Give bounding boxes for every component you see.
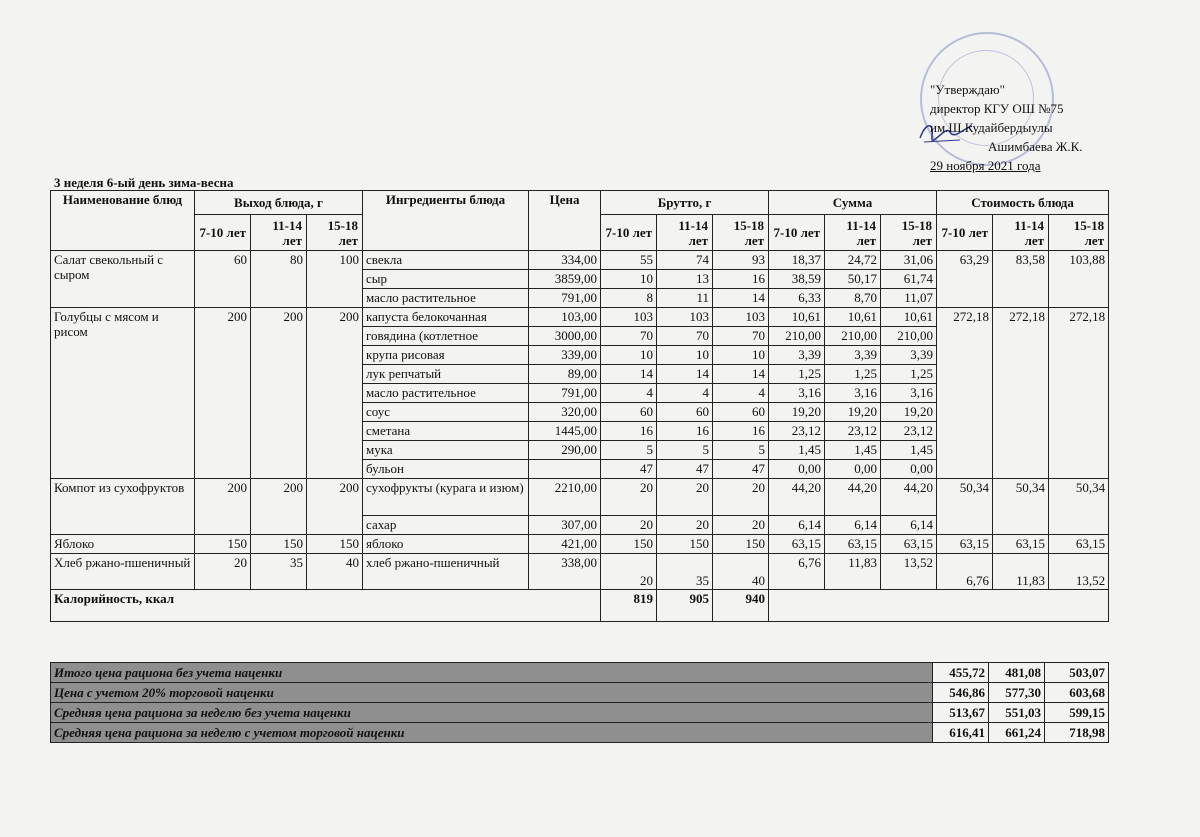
ingredient-sum: 3,39 [825,346,881,365]
table-row [51,535,1109,554]
ingredient-price: 338,00 [529,554,601,590]
header-age: 15-18 лет [307,215,363,251]
header-age: 11-14 лет [993,215,1049,251]
summary-body [51,663,1109,743]
ingredient-sum: 1,25 [881,365,937,384]
ingredient-brutto: 20 [657,516,713,535]
ingredient-brutto: 150 [657,535,713,554]
ingredient-name: соус [363,403,529,422]
dish-output: 100 [307,251,363,308]
ingredient-brutto: 47 [601,460,657,479]
dish-name: Яблоко [51,535,195,554]
ingredient-price: 1445,00 [529,422,601,441]
dish-cost: 272,18 [937,308,993,479]
ingredient-brutto: 20 [713,479,769,516]
ingredient-sum: 8,70 [825,289,881,308]
ingredient-brutto: 16 [713,422,769,441]
calories-value: 905 [657,590,713,622]
ingredient-name: лук репчатый [363,365,529,384]
ingredient-sum: 63,15 [825,535,881,554]
ingredient-brutto: 20 [713,516,769,535]
dish-output: 150 [307,535,363,554]
ingredient-brutto: 60 [657,403,713,422]
ingredient-sum: 10,61 [769,308,825,327]
dish-cost: 103,88 [1049,251,1109,308]
dish-name: Хлеб ржано-пшеничный [51,554,195,590]
ingredient-sum: 0,00 [769,460,825,479]
ingredient-price: 290,00 [529,441,601,460]
calories-value: 819 [601,590,657,622]
dish-output: 200 [251,308,307,479]
summary-table [50,662,1109,743]
menu-body [51,251,1109,590]
ingredient-brutto: 20 [601,516,657,535]
dish-cost: 63,15 [1049,535,1109,554]
ingredient-sum: 3,16 [881,384,937,403]
header-age: 11-14 лет [657,215,713,251]
header-age: 11-14 лет [825,215,881,251]
ingredient-sum: 0,00 [881,460,937,479]
table-row [51,308,1109,327]
ingredient-sum: 6,14 [769,516,825,535]
ingredient-sum: 23,12 [881,422,937,441]
summary-row [51,683,1109,703]
header-age: 7-10 лет [195,215,251,251]
ingredient-name: бульон [363,460,529,479]
ingredient-name: капуста белокочанная [363,308,529,327]
ingredient-sum: 23,12 [769,422,825,441]
dish-cost: 50,34 [937,479,993,535]
header-sum: Сумма [769,191,937,215]
header-age: 15-18 лет [713,215,769,251]
ingredient-sum: 50,17 [825,270,881,289]
ingredient-sum: 44,20 [769,479,825,516]
ingredient-brutto: 60 [713,403,769,422]
summary-row [51,723,1109,743]
ingredient-brutto: 103 [713,308,769,327]
dish-output: 200 [307,479,363,535]
header-age: 15-18 лет [881,215,937,251]
ingredient-brutto: 20 [657,479,713,516]
header-price: Цена [529,191,601,251]
ingredient-brutto: 103 [601,308,657,327]
ingredient-price: 2210,00 [529,479,601,516]
ingredient-name: сметана [363,422,529,441]
ingredient-name: хлеб ржано-пшеничный [363,554,529,590]
ingredient-brutto: 70 [657,327,713,346]
ingredient-brutto: 103 [657,308,713,327]
summary-label: Средняя цена рациона за неделю с учетом торговой наценки [51,723,933,743]
ingredient-sum: 13,52 [881,554,937,590]
calories-label: Калорийность, ккал [51,590,601,622]
ingredient-brutto: 93 [713,251,769,270]
dish-output: 20 [195,554,251,590]
ingredient-price: 3859,00 [529,270,601,289]
dish-cost: 50,34 [1049,479,1109,535]
dish-output: 60 [195,251,251,308]
dish-cost: 63,15 [993,535,1049,554]
ingredient-name: крупа рисовая [363,346,529,365]
ingredient-sum: 210,00 [825,327,881,346]
summary-value: 718,98 [1045,723,1109,743]
summary-value: 513,67 [933,703,989,723]
ingredient-brutto: 20 [601,479,657,516]
ingredient-name: говядина (котлетное [363,327,529,346]
ingredient-sum: 1,25 [769,365,825,384]
approval-line-3: им.Ш.Кудайбердыулы [930,120,1053,135]
ingredient-sum: 11,07 [881,289,937,308]
ingredient-sum: 6,33 [769,289,825,308]
ingredient-price: 307,00 [529,516,601,535]
ingredient-name: сахар [363,516,529,535]
ingredient-brutto: 11 [657,289,713,308]
dish-output: 80 [251,251,307,308]
ingredient-sum: 23,12 [825,422,881,441]
ingredient-price: 89,00 [529,365,601,384]
dish-cost: 272,18 [993,308,1049,479]
ingredient-sum: 63,15 [881,535,937,554]
ingredient-sum: 18,37 [769,251,825,270]
ingredient-sum: 31,06 [881,251,937,270]
header-dish-name: Наименование блюд [51,191,195,251]
ingredient-brutto: 47 [657,460,713,479]
ingredient-sum: 6,76 [769,554,825,590]
summary-value: 546,86 [933,683,989,703]
ingredient-sum: 6,14 [881,516,937,535]
header-brutto: Брутто, г [601,191,769,215]
ingredient-brutto: 14 [657,365,713,384]
dish-cost: 13,52 [1049,554,1109,590]
dish-cost: 63,15 [937,535,993,554]
ingredient-brutto: 10 [601,346,657,365]
header-output: Выход блюда, г [195,191,363,215]
ingredient-sum: 11,83 [825,554,881,590]
ingredient-sum: 61,74 [881,270,937,289]
table-row [51,554,1109,590]
approval-date: 29 ноября 2021 года [930,158,1041,173]
dish-output: 35 [251,554,307,590]
ingredient-brutto: 55 [601,251,657,270]
ingredient-brutto: 47 [713,460,769,479]
summary-value: 616,41 [933,723,989,743]
header-age: 7-10 лет [769,215,825,251]
ingredient-brutto: 5 [657,441,713,460]
ingredient-brutto: 8 [601,289,657,308]
ingredient-sum: 19,20 [769,403,825,422]
ingredient-brutto: 20 [601,554,657,590]
dish-name: Салат свекольный с сыром [51,251,195,308]
header-age: 7-10 лет [937,215,993,251]
summary-value: 603,68 [1045,683,1109,703]
ingredient-brutto: 4 [713,384,769,403]
summary-value: 503,07 [1045,663,1109,683]
menu-table [50,190,1109,622]
header-cost: Стоимость блюда [937,191,1109,215]
dish-output: 150 [251,535,307,554]
header-ingredients: Ингредиенты блюда [363,191,529,251]
ingredient-name: сыр [363,270,529,289]
ingredient-sum: 10,61 [881,308,937,327]
ingredient-sum: 38,59 [769,270,825,289]
ingredient-price: 3000,00 [529,327,601,346]
ingredient-sum: 63,15 [769,535,825,554]
approval-line-4: Ашимбаева Ж.К. [988,139,1083,154]
summary-value: 599,15 [1045,703,1109,723]
ingredient-price [529,460,601,479]
dish-cost: 6,76 [937,554,993,590]
approval-block [930,80,1130,175]
summary-value: 661,24 [989,723,1045,743]
dish-output: 200 [307,308,363,479]
ingredient-sum: 10,61 [825,308,881,327]
ingredient-price: 791,00 [529,384,601,403]
ingredient-sum: 44,20 [825,479,881,516]
summary-value: 481,08 [989,663,1045,683]
ingredient-name: мука [363,441,529,460]
summary-value: 455,72 [933,663,989,683]
dish-output: 200 [195,479,251,535]
header-age: 15-18 лет [1049,215,1109,251]
approval-line-2: директор КГУ ОШ №75 [930,101,1064,116]
ingredient-sum: 3,16 [769,384,825,403]
ingredient-sum: 1,45 [769,441,825,460]
summary-label: Цена с учетом 20% торговой наценки [51,683,933,703]
ingredient-sum: 19,20 [881,403,937,422]
ingredient-brutto: 150 [601,535,657,554]
ingredient-name: яблоко [363,535,529,554]
ingredient-sum: 210,00 [769,327,825,346]
dish-output: 200 [251,479,307,535]
ingredient-brutto: 74 [657,251,713,270]
dish-cost: 11,83 [993,554,1049,590]
ingredient-name: сухофрукты (курага и изюм) [363,479,529,516]
ingredient-price: 791,00 [529,289,601,308]
summary-value: 551,03 [989,703,1045,723]
dish-cost: 50,34 [993,479,1049,535]
ingredient-sum: 19,20 [825,403,881,422]
calories-value: 940 [713,590,769,622]
ingredient-brutto: 13 [657,270,713,289]
dish-name: Голубцы с мясом и рисом [51,308,195,479]
dish-cost: 272,18 [1049,308,1109,479]
ingredient-price: 421,00 [529,535,601,554]
summary-label: Средняя цена рациона за неделю без учета наценки [51,703,933,723]
ingredient-sum: 3,39 [769,346,825,365]
ingredient-brutto: 10 [601,270,657,289]
ingredient-sum: 24,72 [825,251,881,270]
summary-row [51,703,1109,723]
ingredient-brutto: 5 [713,441,769,460]
ingredient-sum: 6,14 [825,516,881,535]
ingredient-brutto: 40 [713,554,769,590]
dish-output: 200 [195,308,251,479]
ingredient-brutto: 150 [713,535,769,554]
ingredient-name: свекла [363,251,529,270]
approval-line-1: "Утверждаю" [930,82,1005,97]
summary-label: Итого цена рациона без учета наценки [51,663,933,683]
table-row [51,251,1109,270]
ingredient-brutto: 10 [657,346,713,365]
ingredient-brutto: 16 [713,270,769,289]
ingredient-name: масло растительное [363,289,529,308]
ingredient-brutto: 70 [713,327,769,346]
dish-output: 150 [195,535,251,554]
ingredient-sum: 3,16 [825,384,881,403]
dish-name: Компот из сухофруктов [51,479,195,535]
ingredient-brutto: 5 [601,441,657,460]
ingredient-price: 103,00 [529,308,601,327]
ingredient-price: 334,00 [529,251,601,270]
ingredient-sum: 1,45 [825,441,881,460]
dish-output: 40 [307,554,363,590]
ingredient-brutto: 70 [601,327,657,346]
ingredient-sum: 1,45 [881,441,937,460]
calories-blank [769,590,1109,622]
ingredient-sum: 0,00 [825,460,881,479]
ingredient-brutto: 4 [657,384,713,403]
ingredient-brutto: 14 [601,365,657,384]
ingredient-price: 320,00 [529,403,601,422]
ingredient-brutto: 14 [713,289,769,308]
ingredient-name: масло растительное [363,384,529,403]
ingredient-sum: 3,39 [881,346,937,365]
ingredient-brutto: 14 [713,365,769,384]
table-row [51,479,1109,516]
ingredient-brutto: 35 [657,554,713,590]
page-title: 3 неделя 6-ый день зима-весна [54,175,234,190]
ingredient-brutto: 16 [657,422,713,441]
dish-cost: 63,29 [937,251,993,308]
header-age: 7-10 лет [601,215,657,251]
ingredient-price: 339,00 [529,346,601,365]
ingredient-brutto: 60 [601,403,657,422]
header-age: 11-14 лет [251,215,307,251]
ingredient-sum: 44,20 [881,479,937,516]
dish-cost: 83,58 [993,251,1049,308]
ingredient-brutto: 10 [713,346,769,365]
ingredient-brutto: 16 [601,422,657,441]
summary-row [51,663,1109,683]
ingredient-brutto: 4 [601,384,657,403]
ingredient-sum: 1,25 [825,365,881,384]
ingredient-sum: 210,00 [881,327,937,346]
summary-value: 577,30 [989,683,1045,703]
